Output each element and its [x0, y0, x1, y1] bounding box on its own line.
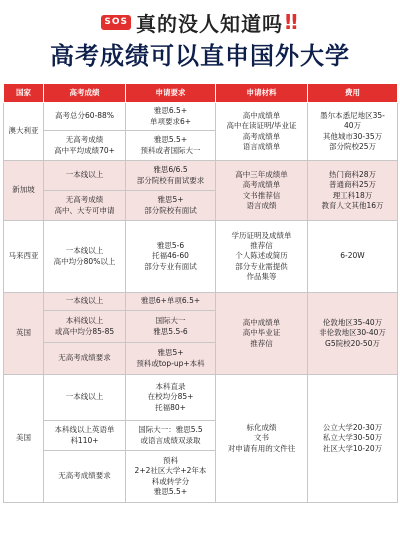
title-text: 真的没人知道吗 [136, 11, 284, 36]
score-cell: 一本线以上 [44, 293, 126, 311]
col-country: 国家 [4, 84, 44, 103]
table-row [4, 293, 398, 311]
requirement-cell: 雅思5+ 部分院校有面试 [126, 191, 216, 221]
score-cell: 一本线以上 高中均分80%以上 [44, 221, 126, 293]
table-header-row [4, 84, 398, 103]
sos-badge: SOS [101, 15, 131, 30]
materials-cell: 学历证明及成绩单 推荐信 个人陈述或简历 部分专业需提供 作品集等 [216, 221, 308, 293]
materials-cell: 高中成绩单 高中在读证明/毕业证 高考成绩单 语言成绩单 [216, 103, 308, 161]
country-usa: 美国 [4, 375, 44, 503]
requirement-cell: 雅思6+单项6.5+ [126, 293, 216, 311]
col-requirements: 申请要求 [126, 84, 216, 103]
requirement-cell: 雅思6/6.5 部分院校有面试要求 [126, 161, 216, 191]
requirement-cell: 国际大一：雅思5.5 或语言成绩双录取 [126, 421, 216, 451]
table-row [4, 161, 398, 191]
score-cell: 无高考成绩要求 [44, 343, 126, 375]
requirement-cell: 国际大一 雅思5.5-6 [126, 311, 216, 343]
fees-cell: 6-20W [308, 221, 398, 293]
table-row [4, 103, 398, 131]
requirement-cell: 雅思5.5+ 预科或者国际大一 [126, 131, 216, 161]
requirement-cell: 雅思5-6 托福46-60 部分专业有面试 [126, 221, 216, 293]
fees-cell: 伦敦地区35-40万 非伦敦地区30-40万 G5院校20-50万 [308, 293, 398, 375]
materials-cell: 高中成绩单 高中毕业证 推荐信 [216, 293, 308, 375]
table-row [4, 221, 398, 293]
country-uk: 英国 [4, 293, 44, 375]
score-cell: 高考总分60-88% [44, 103, 126, 131]
requirement-cell: 预科 2+2社区大学+2年本 科或转学分 雅思5.5+ [126, 451, 216, 503]
fees-cell: 公立大学20-30万 私立大学30-50万 社区大学10-20万 [308, 375, 398, 503]
double-exclamation-icon: ‼ [285, 10, 299, 34]
table-row [4, 375, 398, 421]
fees-cell: 墨尔本悉尼地区35- 40万 其他城市30-35万 部分院校25万 [308, 103, 398, 161]
score-cell: 本科线以上英语单 科110+ [44, 421, 126, 451]
score-cell: 本科线以上 或高中均分85-85 [44, 311, 126, 343]
country-malaysia: 马来西亚 [4, 221, 44, 293]
materials-cell: 高中三年成绩单 高考成绩单 文书推荐信 语言成绩 [216, 161, 308, 221]
col-materials: 申请材料 [216, 84, 308, 103]
country-australia: 澳大利亚 [4, 103, 44, 161]
page-subtitle: 高考成绩可以直申国外大学 [50, 42, 350, 70]
score-cell: 无高考成绩要求 [44, 451, 126, 503]
score-cell: 无高考成绩 高中平均成绩70+ [44, 131, 126, 161]
fees-cell: 热门商科28万 普通商科25万 理工科18万 教育人文其他16万 [308, 161, 398, 221]
country-singapore: 新加坡 [4, 161, 44, 221]
requirement-cell: 本科直录 在校均分85+ 托福80+ [126, 375, 216, 421]
materials-cell: 标化成绩 文书 对申请有用的文件往 [216, 375, 308, 503]
col-fees: 费用 [308, 84, 398, 103]
score-cell: 一本线以上 [44, 375, 126, 421]
requirement-cell: 雅思5+ 预科或top-up+本科 [126, 343, 216, 375]
admission-table [3, 83, 398, 503]
requirement-cell: 雅思6.5+ 单项要求6+ [126, 103, 216, 131]
col-score: 高考成绩 [44, 84, 126, 103]
score-cell: 一本线以上 [44, 161, 126, 191]
page-title [0, 6, 400, 38]
score-cell: 无高考成绩 高中、大专可申请 [44, 191, 126, 221]
